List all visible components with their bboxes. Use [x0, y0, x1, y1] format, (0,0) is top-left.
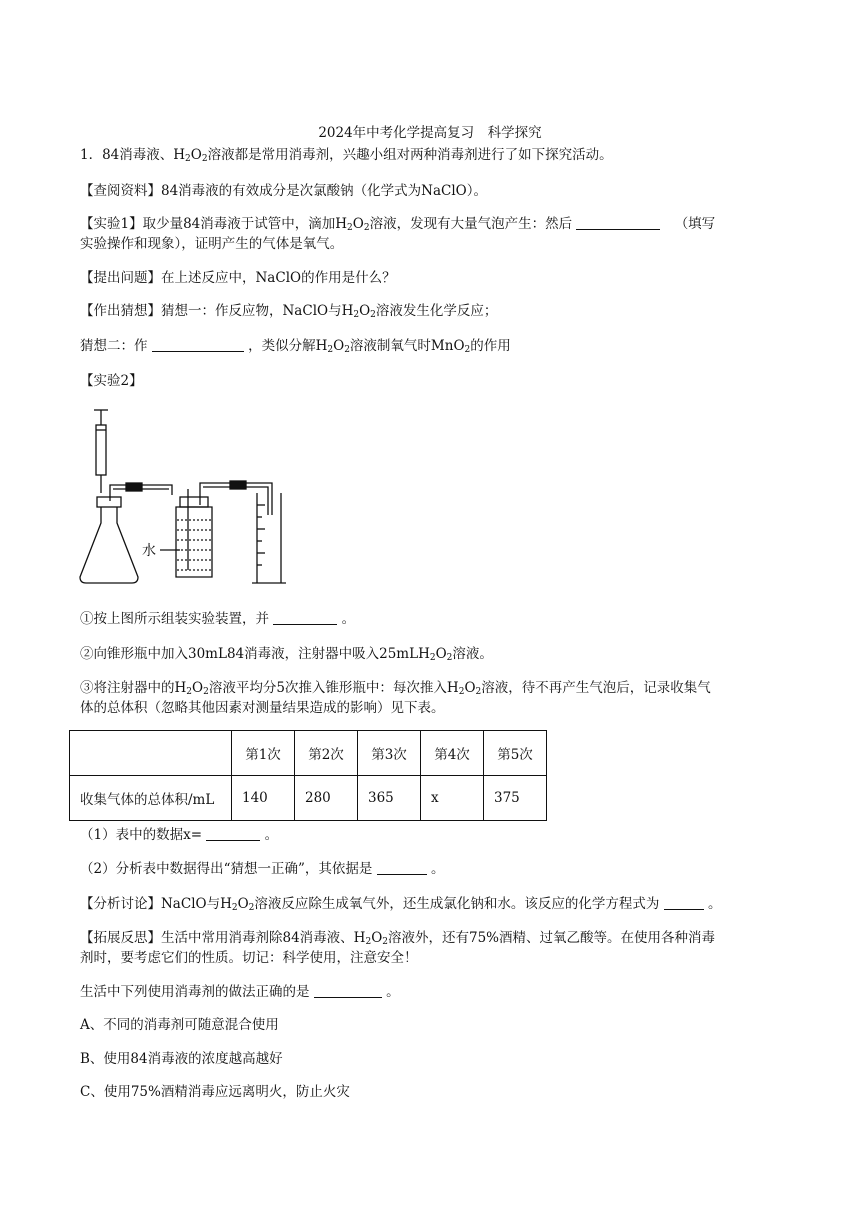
step-2: ②向锥形瓶中加入30mL84消毒液，注射器中吸入$25mLH_2O_2$溶液。	[80, 646, 493, 663]
lookup-section: 【查阅资料】84消毒液的有效成分是次氯酸钠（化学式为NaClO）。	[80, 183, 488, 199]
experiment-2-heading: 【实验2】	[80, 373, 143, 389]
table-row	[70, 776, 547, 821]
guess-2: 猜想二：作 ，类似分解$H_2O_2$溶液制氧气时MnO$_2$的作用	[80, 338, 511, 355]
analysis-section: 【分析讨论】NaClO与$H_2O_2$溶液反应除生成氧气外，还生成氯化钠和水。该反应的化学方程式为 。	[80, 896, 722, 913]
choose-question: 生活中下列使用消毒剂的做法正确的是 。	[80, 984, 400, 1000]
table-header-cell: 第3次	[358, 731, 421, 776]
question-1-intro: 1．84消毒液、$H_2O_2$溶液都是常用消毒剂，兴趣小组对两种消毒剂进行了如下探究活动。	[80, 147, 613, 164]
step-1: ①按上图所示组装实验装置，并 。	[80, 611, 356, 627]
reflection-line-1: 【拓展反思】生活中常用消毒剂除84消毒液、$H_2O_2$溶液外，还有75%酒精、过氧乙酸等。在使用各种消毒	[80, 930, 716, 947]
document-title: 2024年中考化学提高复习 科学探究	[318, 125, 542, 141]
table-header-cell: 第1次	[232, 731, 295, 776]
table-cell: 365	[358, 776, 421, 821]
results-table	[69, 730, 547, 821]
step-3-line-1: ③将注射器中的$H_2O_2$溶液平均分5次推入锥形瓶中：每次推入$H_2O_2$溶液，待不再产生气泡后，记录收集气	[80, 680, 711, 697]
answer-blank-6[interactable]	[664, 895, 704, 910]
table-cell: 375	[484, 776, 547, 821]
water-label: 水	[142, 543, 156, 559]
table-header-cell: 第4次	[421, 731, 484, 776]
answer-blank-5[interactable]	[377, 860, 427, 875]
table-row-label: 收集气体的总体积/mL	[70, 776, 232, 821]
table-cell: 140	[232, 776, 295, 821]
conical-flask-icon	[80, 493, 138, 583]
apparatus-diagram	[72, 405, 302, 590]
answer-blank-7[interactable]	[314, 983, 382, 998]
table-cell: x	[421, 776, 484, 821]
answer-blank-4[interactable]	[206, 826, 260, 841]
answer-blank-1[interactable]	[576, 215, 660, 230]
step-3-line-2: 体的总体积（忽略其他因素对测量结果造成的影响）见下表。	[80, 700, 445, 716]
measuring-cylinder-icon	[252, 493, 286, 583]
experiment-1-line-1: 【实验1】取少量84消毒液于试管中，滴加$H_2O_2$溶液，发现有大量气泡产生：然后 （填写	[80, 216, 716, 233]
table-header-cell	[70, 731, 232, 776]
gas-bottle-icon	[176, 489, 212, 577]
table-header-cell: 第5次	[484, 731, 547, 776]
option-b[interactable]: B、使用84消毒液的浓度越高越好	[80, 1051, 283, 1067]
option-a[interactable]: A、不同的消毒剂可随意混合使用	[80, 1017, 279, 1033]
question-section: 【提出问题】在上述反应中，NaClO的作用是什么？	[80, 270, 396, 286]
answer-blank-3[interactable]	[273, 610, 337, 625]
experiment-1-line-2: 实验操作和现象），证明产生的气体是氧气。	[80, 236, 344, 252]
option-c[interactable]: C、使用75%酒精消毒应远离明火，防止火灾	[80, 1084, 350, 1100]
reflection-line-2: 剂时，要考虑它们的性质。切记：科学使用，注意安全！	[80, 950, 418, 966]
syringe-icon	[94, 410, 108, 493]
guess-1: 【作出猜想】猜想一：作反应物，NaClO与$H_2O_2$溶液发生化学反应；	[80, 303, 498, 320]
table-cell: 280	[295, 776, 358, 821]
sub-question-2: （2）分析表中数据得出“猜想一正确”，其依据是 。	[80, 861, 445, 877]
table-header-row	[70, 731, 547, 776]
sub-question-1: （1）表中的数据x= 。	[80, 827, 279, 843]
answer-blank-2[interactable]	[152, 337, 244, 352]
table-header-cell: 第2次	[295, 731, 358, 776]
